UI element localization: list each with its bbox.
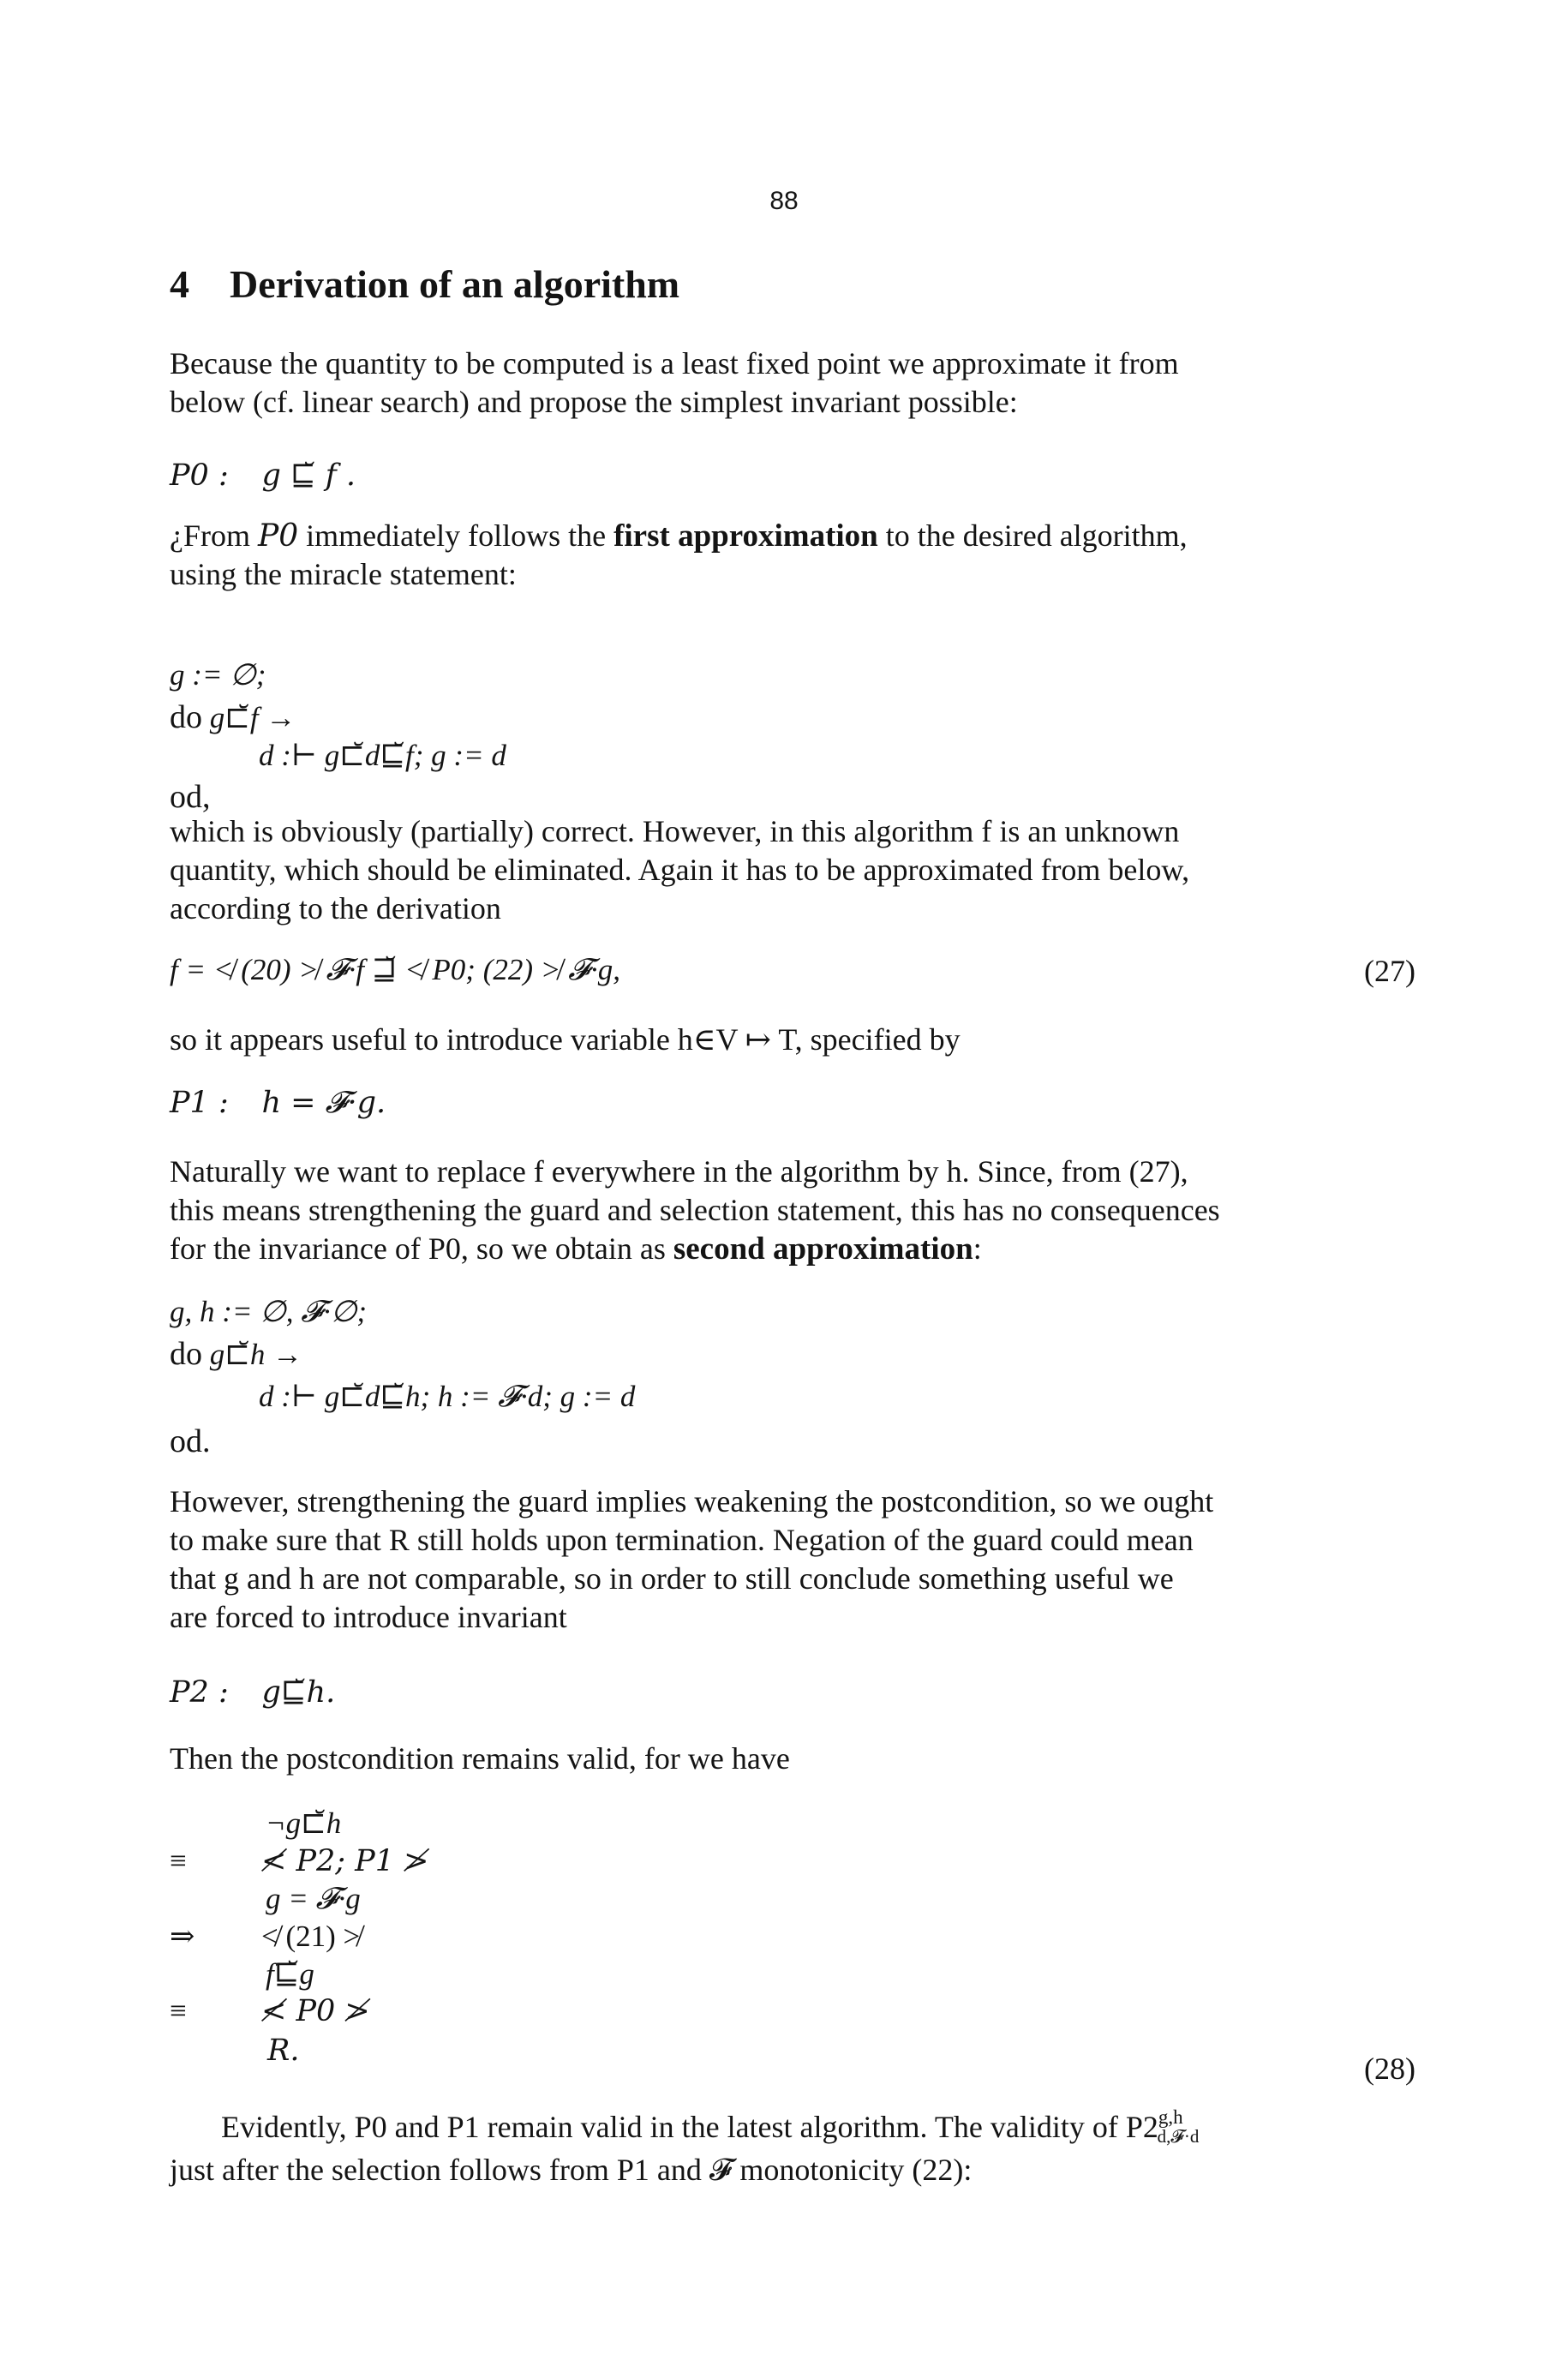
invariant-formula: h = 𝓕·g. <box>261 1086 386 1120</box>
keyword-do: do <box>170 1336 202 1372</box>
invariant-label: P2 : <box>170 1675 229 1710</box>
calc-operator: ≡ <box>170 1844 187 1878</box>
text-line: Then the postcondition remains valid, for we have <box>170 1741 790 1776</box>
text-line: However, strengthening the guard implies weakening the postcondition, so we ought <box>170 1484 1214 1518</box>
text-line: just after the selection follows from P1 and 𝓕 monotonicity (22): <box>170 2153 973 2187</box>
section-title: Derivation of an algorithm <box>230 262 680 306</box>
program-line: d :⊢ g⊏̆d⊑̆h; h := 𝓕·d; g := d <box>259 1380 636 1413</box>
text-line: that g and h are not comparable, so in order to still conclude something useful we <box>170 1561 1174 1596</box>
calc-step: f⊑̆g <box>266 1957 314 1991</box>
text-line: so it appears useful to introduce variable h∈V ↦ T, specified by <box>170 1022 961 1057</box>
paragraph-variable-h <box>170 1021 1421 1059</box>
superscript: g,h <box>1158 2106 1183 2128</box>
page-number: 88 <box>769 187 799 215</box>
text-line: to make sure that R still holds upon termination. Negation of the guard could mean <box>170 1523 1194 1557</box>
calc-hint: ≮ P0 ≯ <box>261 1994 370 2028</box>
program-line: g := ∅; <box>170 658 266 692</box>
text-line: using the miracle statement: <box>170 557 517 591</box>
text-line: this means strengthening the guard and selection statement, this has no consequences <box>170 1193 1220 1227</box>
invariant-label: P0 : <box>170 458 229 493</box>
calc-hint: ≮ P2; P1 ≯ <box>261 1844 429 1878</box>
text-line: quantity, which should be eliminated. Again it has to be approximated from below, <box>170 853 1190 887</box>
paragraph-remains-valid <box>170 1740 1421 1778</box>
text-line: Naturally we want to replace f everywhere in the algorithm by h. Since, from (27), <box>170 1154 1188 1189</box>
subscript: d,𝓕·d <box>1157 2126 1200 2147</box>
invariant-p1 <box>170 1086 386 1120</box>
equation-27: f = ≮ (20) ≯ 𝓕·f ⊒̆ ≮ P0; (22) ≯ 𝓕·g, <box>170 953 620 986</box>
section-heading <box>170 261 679 307</box>
text-line: for the invariance of P0, so we obtain as second approximation: <box>170 1231 982 1267</box>
program-line: od. <box>170 1423 211 1459</box>
text-line: which is obviously (partially) correct. However, in this algorithm f is an unknown <box>170 814 1180 848</box>
paragraph-first-approx <box>170 517 1421 594</box>
text-line: below (cf. linear search) and propose the simplest invariant possible: <box>170 385 1018 419</box>
program-line: do g⊏̆f → <box>170 699 296 735</box>
calc-step: g = 𝓕·g <box>266 1882 361 1915</box>
invariant-formula: g⊑̆h. <box>261 1675 336 1710</box>
text-line: Evidently, P0 and P1 remain valid in the latest algorithm. The validity of $P2^{g,h}d,𝓕\cdot d$ <box>221 2106 1200 2147</box>
program-line: d :⊢ g⊏̆d⊑̆f; g := d <box>259 739 506 772</box>
text-line: according to the derivation <box>170 891 501 925</box>
program-line: g, h := ∅, 𝓕·∅; <box>170 1295 367 1328</box>
program-line: do g⊏̆h → <box>170 1336 303 1372</box>
text-line: Because the quantity to be computed is a least fixed point we approximate it from <box>170 346 1179 380</box>
text-line: are forced to introduce invariant <box>170 1600 567 1634</box>
invariant-p2 <box>170 1675 335 1710</box>
invariant-label: P1 : <box>170 1086 229 1120</box>
program-line: od, <box>170 779 211 815</box>
paragraph-postcondition <box>170 1483 1421 1637</box>
invariant-formula: g ⊑̆ f . <box>261 458 356 493</box>
calc-operator: ⇒ <box>170 1920 195 1953</box>
paragraph-second-approx <box>170 1153 1421 1268</box>
equation-number: (28) <box>1364 2052 1415 2086</box>
paragraph-correctness <box>170 812 1421 928</box>
calc-step: ¬g⊏̆h <box>266 1806 342 1840</box>
invariant-p0 <box>170 458 356 493</box>
equation-number: (27) <box>1364 954 1415 988</box>
calc-hint: ≮ (21) ≯ <box>261 1920 361 1953</box>
calc-step: R. <box>267 2034 300 2068</box>
section-number: 4 <box>170 262 189 306</box>
paragraph-intro <box>170 344 1421 422</box>
calc-operator: ≡ <box>170 1994 187 2028</box>
keyword-do: do <box>170 699 202 735</box>
text-line: ¿From P0 immediately follows the first approximation to the desired algorithm, <box>170 518 1188 554</box>
paragraph-evidently <box>170 2108 1421 2189</box>
